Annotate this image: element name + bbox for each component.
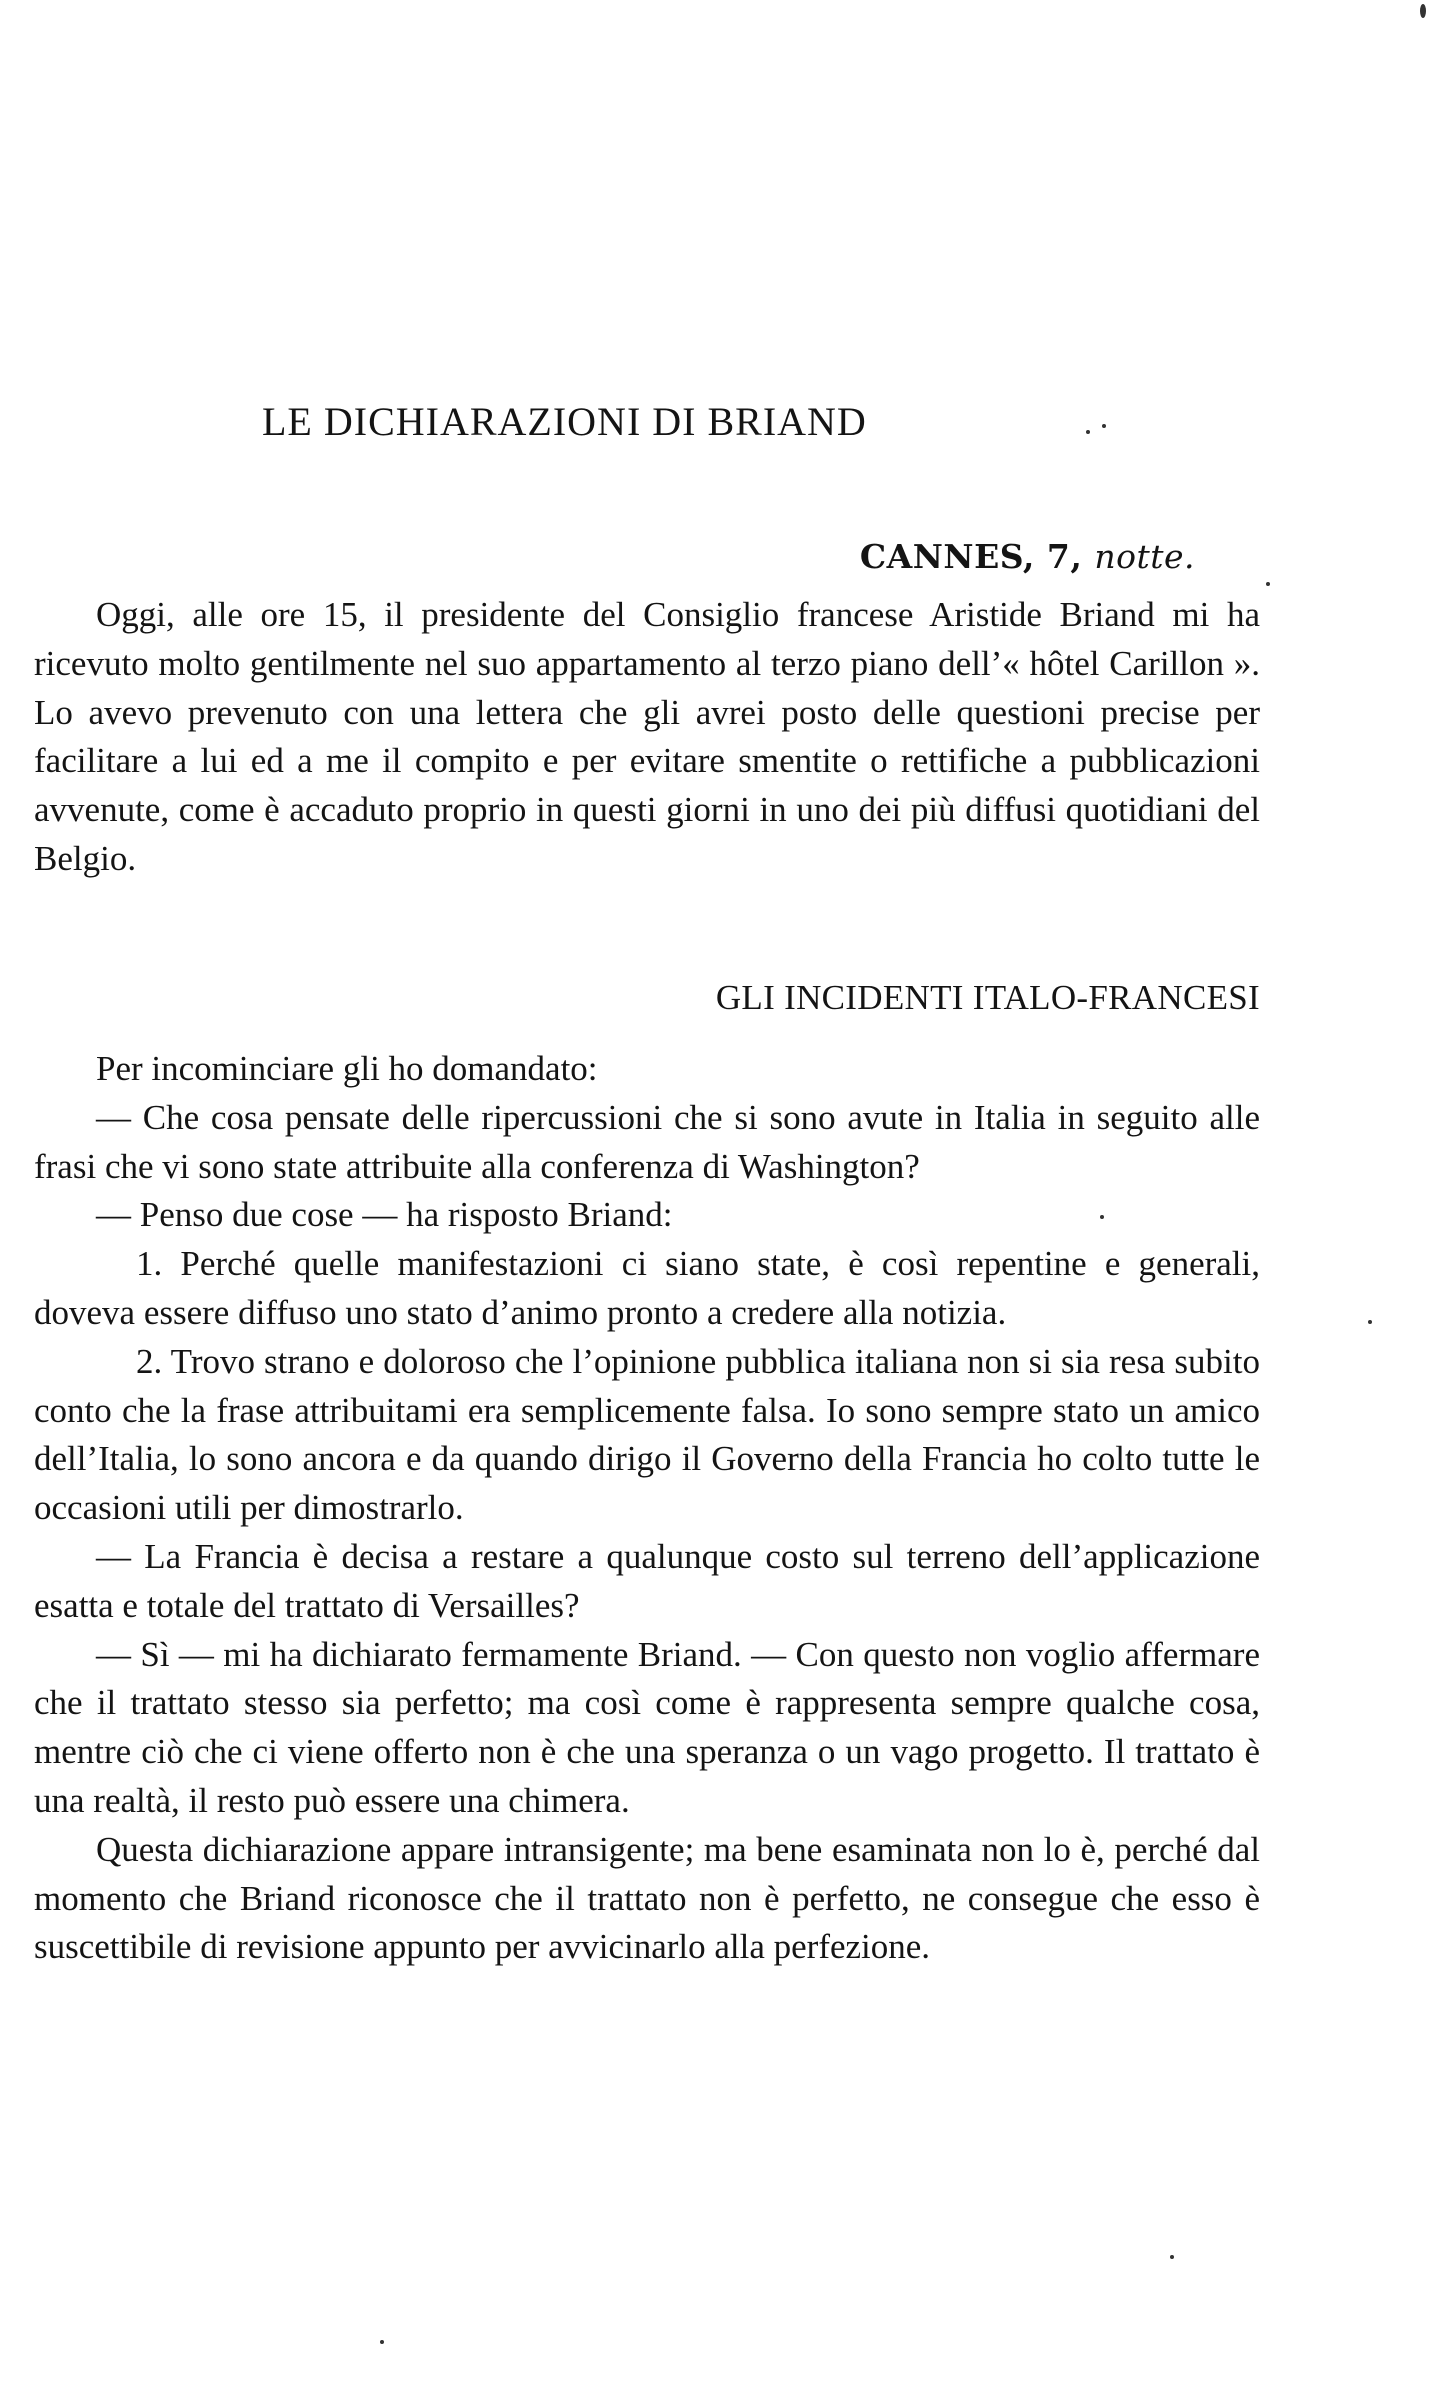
question-paragraph: — La Francia è decisa a restare a qualunque costo sul terreno dell’applicazione esatta e totale del trattato di Versailles?: [34, 1536, 1260, 1625]
section-subheading: GLI INCIDENTI ITALO-FRANCESI: [715, 978, 1260, 1017]
article-title: LE DICHIARAZIONI DI BRIAND: [262, 399, 867, 444]
scan-speck: [1102, 424, 1106, 428]
intro-section: [34, 591, 1260, 884]
intro-paragraph: Oggi, alle ore 15, il presidente del Consiglio francese Aristide Briand mi ha ricevuto molto gentilmente nel suo appartamento al terzo piano dell’« hôtel Carillon ». Lo avevo prevenuto con una lettera che gli avrei posto delle questioni precise per facilitare a lui ed a me il compito e per evitare smentite o rettifiche a pubblicazioni avvenute, come è accaduto proprio in questi giorni in uno dei più diffusi quotidiani del Belgio.: [34, 595, 1260, 878]
interview-section: [34, 1045, 1260, 1972]
dateline: [860, 537, 1195, 576]
answer-paragraph: — Sì — mi ha dichiarato fermamente Briand. — Con questo non voglio affermare che il trattato stesso sia perfetto; ma così come è rappresenta sempre qualche cosa, mentre ciò che ci viene offerto non è che una speranza o un vago progetto. Il trattato è una realtà, il resto può essere una chimera.: [34, 1634, 1260, 1820]
answer-point-2: 2. Trovo strano e doloroso che l’opinione pubblica italiana non si sia resa subito conto che la frase attribuitami era semplicemente falsa. Io sono sempre stato un amico dell’Italia, lo sono ancora e da quando dirigo il Governo della Francia ho colto tutte le occasioni utili per dimostrarlo.: [34, 1341, 1260, 1528]
answer-intro-paragraph: — Penso due cose — ha risposto Briand:: [96, 1195, 673, 1235]
scan-speck: [1266, 582, 1270, 586]
scan-speck: [380, 2340, 384, 2344]
answer-point-1: 1. Perché quelle manifestazioni ci siano state, è così repentine e generali, doveva essere diffuso uno stato d’animo pronto a credere alla notizia.: [34, 1244, 1260, 1332]
body-paragraph: Questa dichiarazione appare intransigente; ma bene esaminata non lo è, perché dal momento che Briand riconosce che il trattato non è perfetto, ne consegue che esso è suscettibile di revisione appunto per avvicinarlo alla perfezione.: [34, 1829, 1260, 1967]
question-paragraph: — Che cosa pensate delle ripercussioni che si sono avute in Italia in seguito alle frasi che vi sono state attribuite alla conferenza di Washington?: [34, 1097, 1260, 1186]
dateline-place: CANNES, 7,: [859, 537, 1083, 576]
scan-speck: [1100, 1215, 1104, 1219]
scan-speck: [1368, 1320, 1372, 1324]
body-paragraph: Per incominciare gli ho domandato:: [96, 1049, 598, 1088]
scan-speck: [1170, 2255, 1174, 2259]
dateline-time: notte.: [1094, 537, 1195, 576]
scan-speck: [1086, 430, 1090, 434]
scan-speck: [1420, 4, 1426, 18]
